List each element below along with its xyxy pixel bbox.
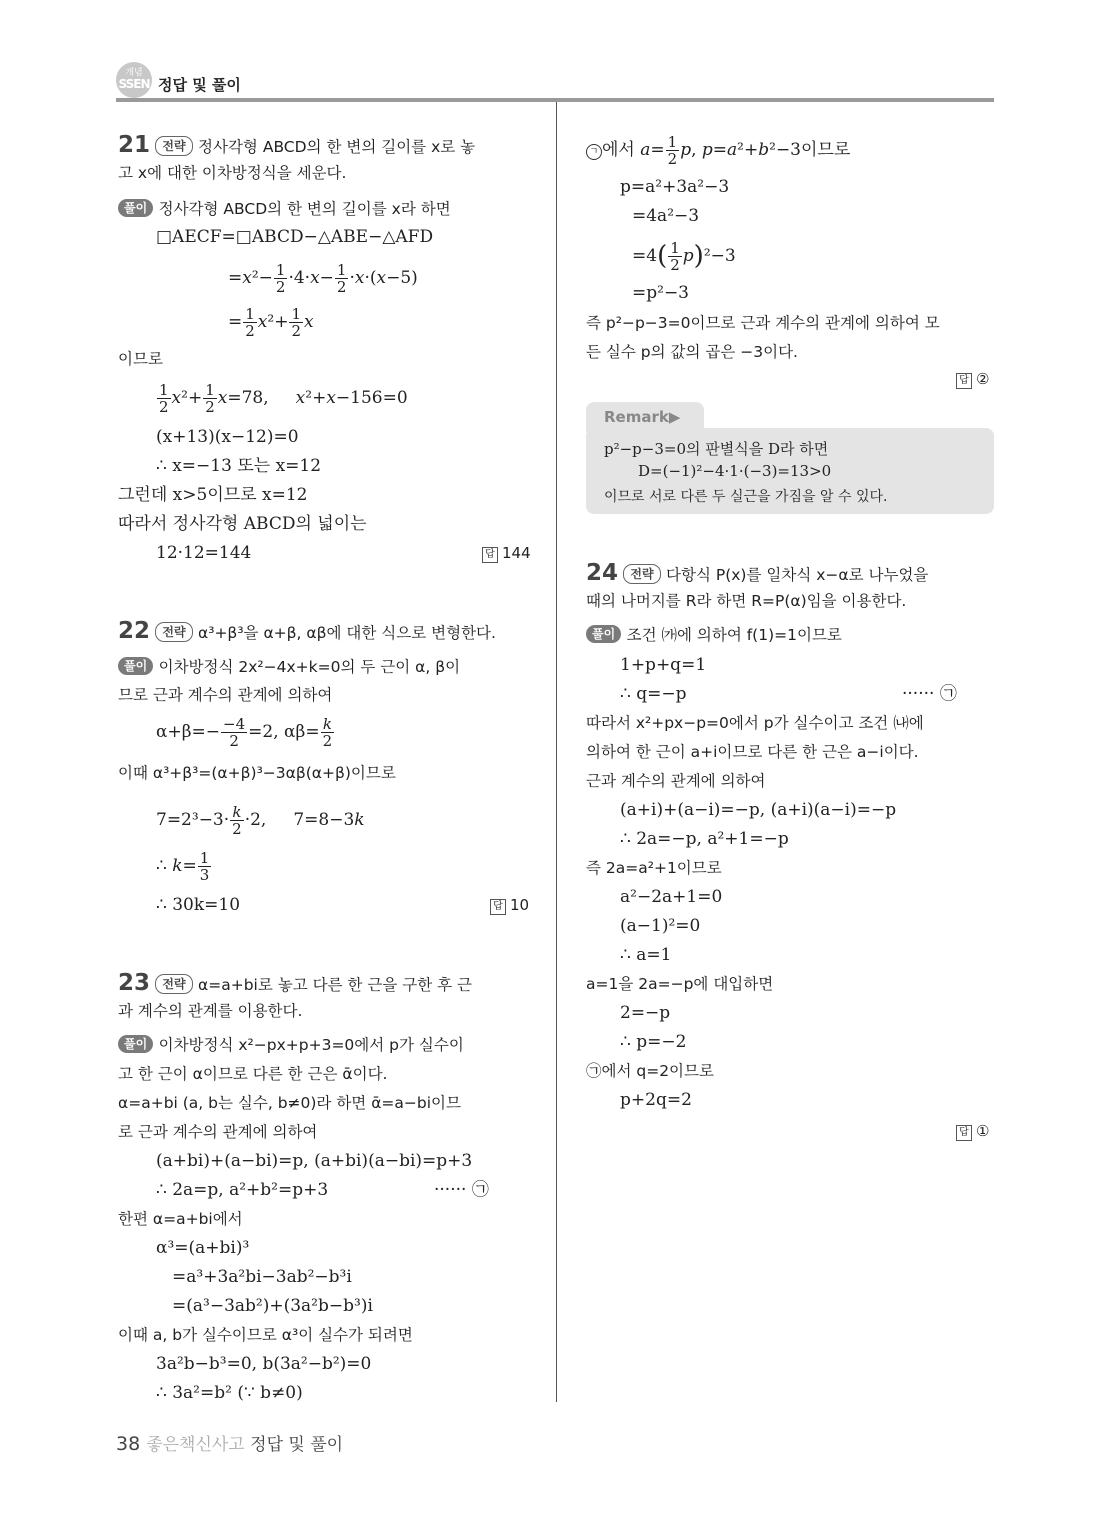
problem-23-header — [118, 972, 472, 996]
answer-value: ① — [976, 1122, 990, 1140]
equation: =4( $\frac{1}{2}$ p)²−3 — [632, 239, 736, 274]
equation: =(a³−3ab²)+(3a²b−b³)i — [172, 1296, 373, 1316]
text-line: 로 근과 계수의 관계에 의하여 — [118, 1123, 318, 1141]
answer-value: 10 — [510, 896, 530, 914]
equation: ∴ 2a=p, a²+b²=p+3 — [156, 1180, 329, 1200]
equation: ∴ 3a²=b² (∵ b≠0) — [156, 1383, 303, 1403]
equation: α³=(a+bi)³ — [156, 1238, 250, 1258]
strategy-text: α³+β³을 α+β, αβ에 대한 식으로 변형한다. — [198, 624, 496, 642]
equation: 1+p+q=1 — [620, 655, 707, 675]
remark-text: D=(−1)²−4·1·(−3)=13>0 — [638, 462, 832, 480]
text-line: 즉 2a=a²+1이므로 — [586, 859, 722, 877]
equation: 3a²b−b³=0, b(3a²−b²)=0 — [156, 1354, 372, 1374]
text-line: 즉 p²−p−3=0이므로 근과 계수의 관계에 의하여 모 — [586, 314, 940, 332]
equation: =x²− $\frac{1}{2}$ ·4·x− $\frac{1}{2}$ ·x·(x−5) — [228, 261, 418, 296]
strategy-tag: 전략 — [155, 622, 192, 642]
equation: (a−1)²=0 — [620, 916, 701, 936]
equation: (a+i)+(a−i)=−p, (a+i)(a−i)=−p — [620, 800, 897, 820]
equation-marker: ······ ㉠ — [902, 684, 957, 704]
strategy-text: 다항식 P(x)를 일차식 x−α로 나누었을 — [666, 566, 929, 584]
strategy-tag: 전략 — [155, 974, 192, 994]
text-line: 이므로 — [118, 350, 163, 368]
logo-big-text: SSEN — [118, 77, 150, 91]
equation: ∴ 30k=10 — [156, 895, 241, 915]
header-rule — [116, 98, 994, 102]
equation: ∴ a=1 — [620, 945, 672, 965]
text-line: 따라서 정사각형 ABCD의 넓이는 — [118, 514, 367, 534]
strategy-tag: 전략 — [155, 136, 192, 156]
problem-number: 23 — [118, 970, 151, 996]
text-line: 따라서 x²+px−p=0에서 p가 실수이고 조건 ㈏에 — [586, 714, 924, 732]
equation: =4a²−3 — [632, 206, 700, 226]
text-line: 그런데 x>5이므로 x=12 — [118, 485, 308, 505]
text-line: 이때 α³+β³=(α+β)³−3αβ(α+β)이므로 — [118, 764, 396, 782]
solution-tag: 풀이 — [586, 625, 621, 643]
equation: a²−2a+1=0 — [620, 887, 723, 907]
remark-text: p²−p−3=0의 판별식을 D라 하면 — [604, 440, 829, 458]
problem-number: 21 — [118, 132, 151, 158]
solution-tag: 풀이 — [118, 657, 153, 675]
remark-label: Remark▶ — [586, 402, 704, 432]
equation: $\frac{1}{2}$ x²+ $\frac{1}{2}$ x=78, x²+x−156=0 — [159, 381, 408, 416]
equation: 12·12=144 — [156, 543, 252, 563]
equation: =p²−3 — [632, 283, 690, 303]
answer-icon: 답 — [490, 899, 506, 915]
page-footer — [116, 1430, 343, 1455]
strategy-text: α=a+bi로 놓고 다른 한 근을 구한 후 근 — [198, 976, 473, 994]
solution-text: 고 한 근이 α이므로 다른 한 근은 ᾱ이다. — [118, 1065, 388, 1083]
equation: ∴ p=−2 — [620, 1032, 687, 1052]
equation: p=a²+3a²−3 — [620, 177, 730, 197]
equation: =a³+3a²bi−3ab²−b³i — [172, 1267, 352, 1287]
logo-small-text: 개념 — [125, 68, 143, 78]
solution-line — [586, 624, 842, 646]
problem-number: 24 — [586, 560, 619, 586]
solution-text: 정사각형 ABCD의 한 변의 길이를 x라 하면 — [158, 200, 451, 218]
answer-icon: 답 — [482, 547, 498, 563]
answer-24 — [956, 1122, 989, 1141]
equation: □AECF=□ABCD−△ABE−△AFD — [156, 227, 434, 247]
equation: ∴ k= $\frac{1}{3}$ — [156, 849, 210, 884]
problem-21-header — [118, 134, 475, 158]
equation: ㄱ 에서 a= $\frac{1}{2}$ p, p=a²+b²−3이므로 — [586, 134, 850, 167]
strategy-text: 정사각형 ABCD의 한 변의 길이를 x로 놓 — [198, 138, 476, 156]
equation: (x+13)(x−12)=0 — [156, 427, 299, 447]
solution-text: 조건 ㈎에 의하여 f(1)=1이므로 — [626, 626, 842, 644]
solution-text: 므로 근과 계수의 관계에 의하여 — [118, 686, 333, 704]
answer-icon: 답 — [956, 1125, 972, 1141]
text-line: 한편 α=a+bi에서 — [118, 1210, 243, 1228]
text-line: 의하여 한 근이 a+i이므로 다른 한 근은 a−i이다. — [586, 743, 919, 761]
solution-text: 이차방정식 x²−px+p+3=0에서 p가 실수이 — [158, 1036, 464, 1054]
text-line: α=a+bi (a, b는 실수, b≠0)라 하면 ᾱ=a−bi이므 — [118, 1094, 461, 1112]
equation: 2=−p — [620, 1003, 671, 1023]
page-number: 38 — [116, 1433, 141, 1455]
text-line: 이때 a, b가 실수이므로 α³이 실수가 되려면 — [118, 1326, 413, 1344]
solution-line — [118, 1034, 464, 1056]
equation: (a+bi)+(a−bi)=p, (a+bi)(a−bi)=p+3 — [156, 1151, 473, 1171]
page-title: 정답 및 풀이 — [158, 76, 241, 94]
footer-title: 정답 및 풀이 — [250, 1435, 344, 1455]
problem-number: 22 — [118, 618, 151, 644]
solution-tag: 풀이 — [118, 199, 153, 217]
equation: 7=2³−3· $\frac{k}{2}$ ·2, 7=8−3k — [156, 803, 365, 838]
answer-icon: 답 — [956, 373, 972, 389]
strategy-text: 과 계수의 관계를 이용한다. — [118, 1002, 303, 1020]
equation-marker: ······ ㉠ — [434, 1180, 489, 1200]
text-line: ㉠에서 q=2이므로 — [586, 1062, 714, 1080]
equation: p+2q=2 — [620, 1090, 692, 1110]
problem-22-header — [118, 620, 496, 644]
solution-tag: 풀이 — [118, 1035, 153, 1053]
solution-line — [118, 656, 460, 678]
equation: ∴ 2a=−p, a²+1=−p — [620, 829, 789, 849]
answer-23 — [956, 370, 989, 389]
answer-value: 144 — [502, 544, 531, 562]
equation: ∴ q=−p — [620, 684, 687, 704]
answer-22 — [490, 896, 529, 915]
text-line: a=1을 2a=−p에 대입하면 — [586, 975, 774, 993]
answer-value: ② — [976, 370, 990, 388]
strategy-tag: 전략 — [623, 564, 660, 584]
strategy-text: 때의 나머지를 R라 하면 R=P(α)임을 이용한다. — [586, 592, 907, 610]
text-line: 든 실수 p의 값의 곱은 −3이다. — [586, 343, 798, 361]
strategy-text: 고 x에 대한 이차방정식을 세운다. — [118, 164, 347, 182]
solution-line — [118, 198, 451, 220]
answer-21 — [482, 544, 531, 563]
footer-brand: 좋은책신사고 — [146, 1435, 245, 1455]
equation: = $\frac{1}{2}$ x²+ $\frac{1}{2}$ x — [228, 305, 314, 340]
equation: α+β=− $\frac{-4}{2}$ =2, αβ= $\frac{k}{2}$ — [156, 715, 333, 750]
text-line: 근과 계수의 관계에 의하여 — [586, 772, 766, 790]
brand-logo — [116, 62, 152, 98]
problem-24-header — [586, 562, 928, 586]
solution-text: 이차방정식 2x²−4x+k=0의 두 근이 α, β이 — [158, 658, 461, 676]
remark-text: 이므로 서로 다른 두 실근을 가짐을 알 수 있다. — [604, 489, 888, 505]
column-divider — [556, 102, 557, 1402]
equation: ∴ x=−13 또는 x=12 — [156, 456, 322, 476]
